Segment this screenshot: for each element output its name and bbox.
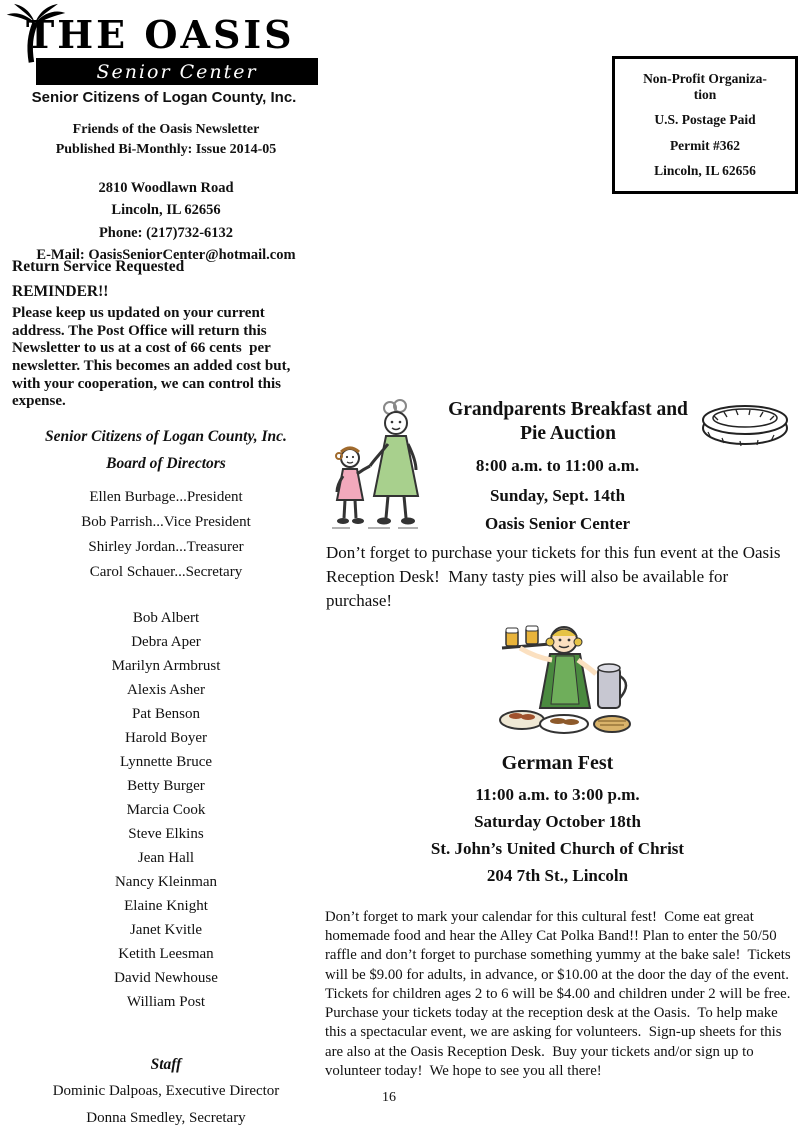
logo-banner (36, 58, 318, 85)
german-fest-location: St. John’s United Church of Christ (430, 839, 685, 858)
board-member: Marilyn Armbrust (111, 658, 221, 674)
board-members-list (12, 610, 320, 1018)
reminder-title: REMINDER!! (12, 283, 109, 300)
breakfast-location: Oasis Senior Center (484, 514, 631, 533)
board-member: Steve Elkins (128, 826, 204, 842)
board-of-directors-title: Board of Directors (106, 455, 226, 472)
address-line: Phone: (217)732-6132 (98, 224, 234, 241)
logo-title: THE OASIS (26, 12, 295, 57)
board-member: Elaine Knight (124, 898, 208, 914)
breakfast-body: Don’t forget to purchase your tickets for this fun event at the Oasis Reception Desk! Many tasty pies will also be available for purchase! (326, 543, 785, 611)
board-member: Jean Hall (137, 850, 195, 866)
board-member: Pat Benson (132, 706, 200, 722)
board-officer: Ellen Burbage...President (89, 489, 243, 505)
staff-title: Staff (150, 1056, 182, 1073)
german-fest-time: 11:00 a.m. to 3:00 p.m. (475, 785, 640, 804)
address-line: E-Mail: OasisSeniorCenter@hotmail.com (36, 247, 296, 264)
breakfast-date: Sunday, Sept. 14th (489, 486, 626, 505)
newsletter-info-line: Friends of the Oasis Newsletter (72, 122, 260, 137)
staff-member: Dominic Dalpoas, Executive Director (52, 1083, 280, 1099)
board-org-name: Senior Citizens of Logan County, Inc. (45, 428, 287, 445)
staff-list (12, 1083, 320, 1127)
board-member: Ketith Leesman (118, 946, 214, 962)
postage-permit-box (612, 56, 798, 194)
newsletter-info-line: Published Bi-Monthly: Issue 2014-05 (55, 142, 277, 158)
reminder-body: Please keep us updated on your current address. The Post Office will return this Newsletter to us at a cost of 66 cents per newsletter. This becomes an added cost but, with your cooperation, we can control this expense. (12, 305, 295, 410)
german-fest-address: 204 7th St., Lincoln (486, 866, 629, 885)
board-member: Marcia Cook (126, 802, 206, 818)
board-officers-list (12, 489, 320, 589)
board-member: Lynnette Bruce (119, 754, 213, 770)
board-member: Debra Aper (131, 634, 201, 650)
board-member: Nancy Kleinman (114, 874, 218, 890)
address-block (12, 177, 320, 267)
german-fest-date: Saturday October 18th (474, 812, 641, 831)
board-member: Bob Albert (132, 610, 200, 626)
board-officer: Bob Parrish...Vice President (81, 514, 251, 530)
german-fest-clipart (486, 616, 646, 740)
board-officer: Carol Schauer...Secretary (89, 564, 243, 580)
german-fest-body: Don’t forget to mark your calendar for this cultural fest! Come eat great homemade food and hear the Alley Cat Polka Band!! Plan to enter the 50/50 raffle and don’t forget to purchase something yummy at the bake sale! Tickets will be $9.00 for adults, in advance, or $10.00 at the door the day of the event. Tickets for children ages 2 to 6 will be $4.00 and children under 2 will be free. Purchase your tickets today at the reception desk at the Oasis. To help make this a spectacular event, we are asking for volunteers. Sign-up sheets for this are also at the Oasis Reception Desk. Buy your tickets and/or sign up to volunteer today! We hope to see you all there! (325, 909, 795, 1079)
board-member: David Newhouse (114, 970, 218, 986)
board-member: Betty Burger (127, 778, 205, 794)
german-fest-title: German Fest (501, 752, 614, 774)
staff-member: Donna Smedley, Secretary (86, 1110, 246, 1126)
board-member: Harold Boyer (124, 730, 208, 746)
address-line: 2810 Woodlawn Road (98, 180, 234, 196)
breakfast-title: Grandparents Breakfast and Pie Auction (448, 399, 688, 445)
pie-clipart (700, 398, 790, 450)
postage-line: Lincoln, IL 62656 (654, 162, 756, 178)
page-number: 16 (382, 1090, 396, 1105)
masthead-org-name: Senior Citizens of Logan County, Inc. (31, 89, 297, 106)
newsletter-info (12, 120, 320, 161)
board-officer: Shirley Jordan...Treasurer (88, 539, 244, 555)
postage-line: Non-Profit Organiza- (643, 71, 767, 87)
logo-banner-text: Senior Center (96, 60, 258, 83)
board-member: Janet Kvitle (129, 922, 203, 938)
board-member: Alexis Asher (127, 682, 205, 698)
postage-line: U.S. Postage Paid (654, 112, 756, 128)
return-service-note: Return Service Requested (12, 258, 185, 275)
breakfast-time: 8:00 a.m. to 11:00 a.m. (475, 456, 640, 475)
address-line: Lincoln, IL 62656 (111, 202, 221, 219)
board-member: William Post (126, 994, 206, 1010)
postage-line: tion (693, 87, 717, 103)
postage-line: Permit #362 (669, 137, 741, 153)
